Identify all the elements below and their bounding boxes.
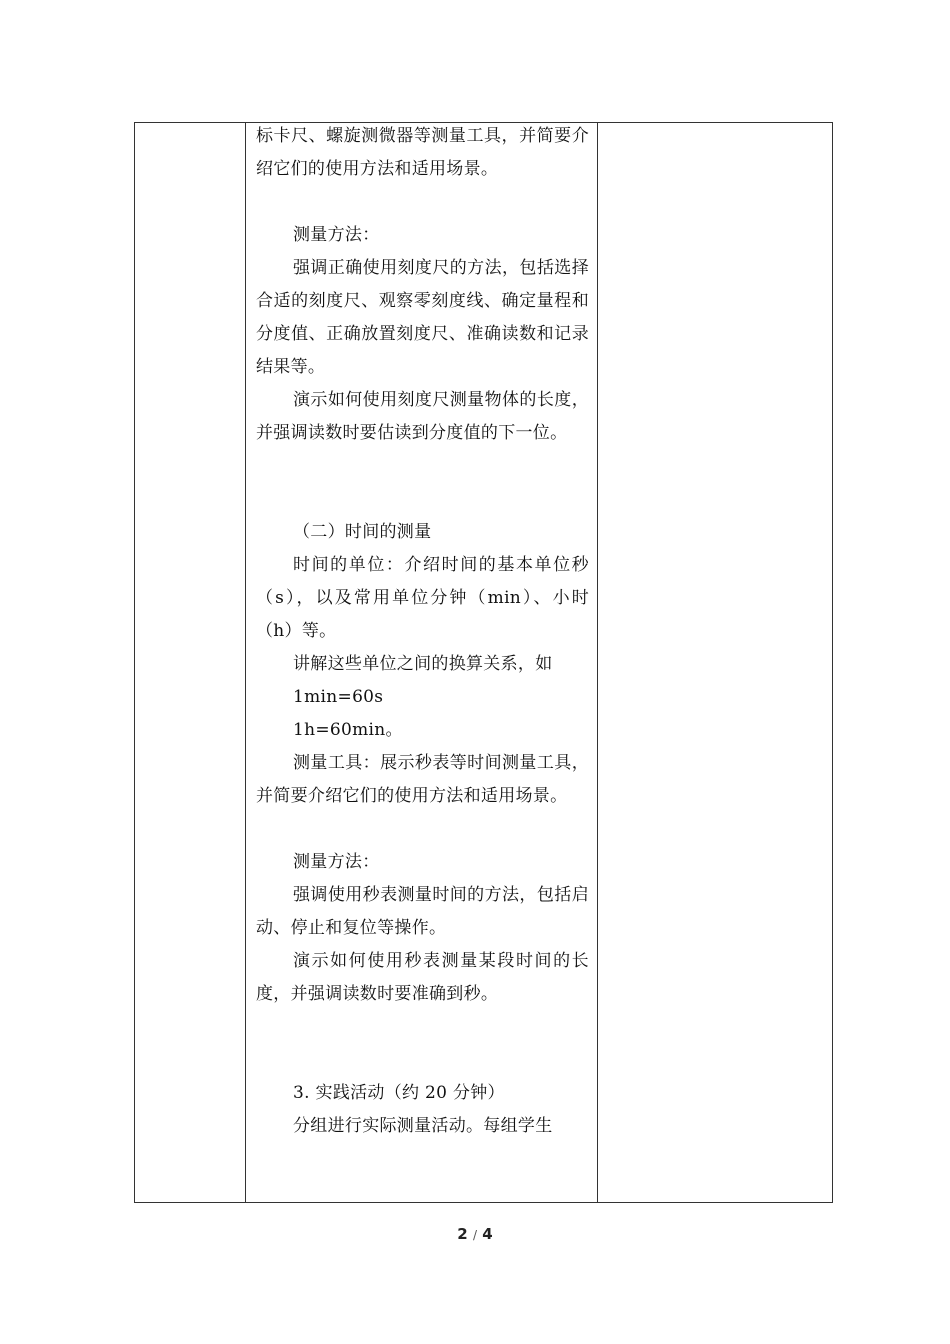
page-number — [0, 1225, 950, 1243]
current-page: 2 — [457, 1225, 468, 1243]
paragraph-group-activity: 分组进行实际测量活动。每组学生 — [293, 1116, 553, 1136]
lesson-plan-table — [134, 122, 833, 1203]
paragraph-ruler-method: 强调正确使用刻度尺的方法，包括选择合适的刻度尺、观察零刻度线、确定量程和分度值、正确放置刻度尺、准确读数和记录结果等。 — [256, 258, 589, 377]
paragraph-stopwatch-method: 强调使用秒表测量时间的方法，包括启动、停止和复位等操作。 — [256, 885, 589, 938]
formula-min-to-s: 1min=60s — [293, 687, 384, 707]
formula-h-to-min: 1h=60min。 — [293, 720, 403, 740]
paragraph-method-heading: 测量方法： — [293, 225, 380, 245]
paragraph-conversion: 讲解这些单位之间的换算关系，如 — [293, 654, 553, 674]
paragraph-time-units: 时间的单位：介绍时间的基本单位秒（s），以及常用单位分钟（min）、小时（h）等。 — [256, 555, 589, 641]
section-heading-time: （二）时间的测量 — [293, 522, 432, 542]
paragraph-ruler-demo: 演示如何使用刻度尺测量物体的长度，并强调读数时要估读到分度值的下一位。 — [256, 390, 589, 443]
paragraph-tools-intro: 标卡尺、螺旋测微器等测量工具，并简要介绍它们的使用方法和适用场景。 — [256, 126, 589, 179]
paragraph-method-heading-2: 测量方法： — [293, 852, 380, 872]
table-column-left — [135, 123, 246, 1202]
total-pages: 4 — [482, 1225, 493, 1243]
lesson-content — [256, 123, 589, 1143]
section-heading-practice: 3. 实践活动（约 20 分钟） — [293, 1083, 505, 1103]
paragraph-time-tools: 测量工具：展示秒表等时间测量工具，并简要介绍它们的使用方法和适用场景。 — [256, 753, 589, 806]
table-column-right — [598, 123, 832, 1202]
paragraph-stopwatch-demo: 演示如何使用秒表测量某段时间的长度，并强调读数时要准确到秒。 — [256, 951, 589, 1004]
table-column-content — [246, 123, 598, 1202]
page-separator: / — [472, 1228, 478, 1242]
